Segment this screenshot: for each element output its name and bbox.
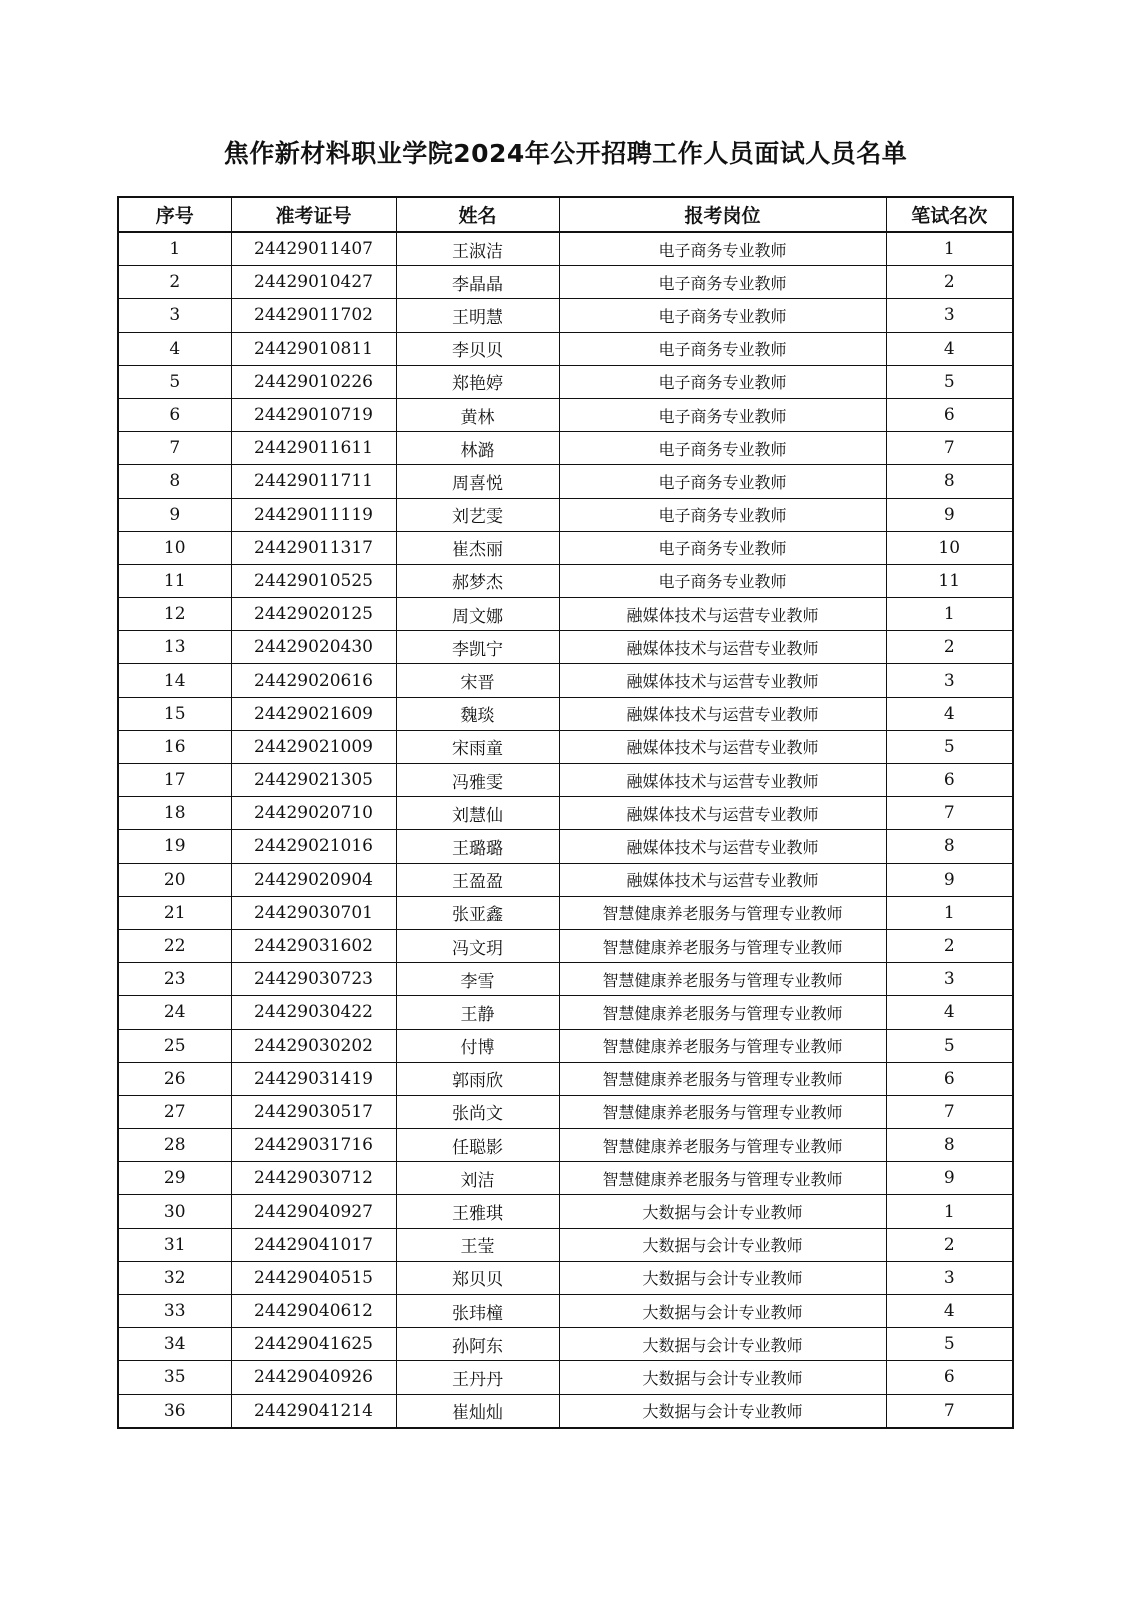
cell-name: 魏琰 (396, 697, 559, 730)
table-row (118, 398, 1013, 431)
cell-seq: 32 (118, 1261, 231, 1294)
cell-ticket-number: 24429040927 (231, 1195, 396, 1228)
table-row (118, 863, 1013, 896)
cell-name: 林潞 (396, 432, 559, 465)
cell-seq: 28 (118, 1129, 231, 1162)
cell-seq: 36 (118, 1394, 231, 1428)
cell-name: 任聪影 (396, 1129, 559, 1162)
cell-applied-post: 电子商务专业教师 (559, 465, 886, 498)
table-row (118, 232, 1013, 266)
cell-ticket-number: 24429010525 (231, 564, 396, 597)
cell-name: 周文娜 (396, 598, 559, 631)
table-row (118, 332, 1013, 365)
cell-name: 冯文玥 (396, 929, 559, 962)
table-row (118, 631, 1013, 664)
cell-ticket-number: 24429021305 (231, 764, 396, 797)
header-name: 姓名 (396, 197, 559, 232)
cell-ticket-number: 24429020430 (231, 631, 396, 664)
cell-ticket-number: 24429041214 (231, 1394, 396, 1428)
cell-applied-post: 大数据与会计专业教师 (559, 1195, 886, 1228)
cell-ticket-number: 24429041625 (231, 1328, 396, 1361)
cell-seq: 8 (118, 465, 231, 498)
cell-ticket-number: 24429040612 (231, 1295, 396, 1328)
cell-name: 刘洁 (396, 1162, 559, 1195)
cell-name: 李凯宁 (396, 631, 559, 664)
cell-written-rank: 7 (886, 1095, 1013, 1128)
table-row (118, 465, 1013, 498)
cell-applied-post: 大数据与会计专业教师 (559, 1328, 886, 1361)
cell-applied-post: 电子商务专业教师 (559, 432, 886, 465)
cell-applied-post: 智慧健康养老服务与管理专业教师 (559, 963, 886, 996)
cell-written-rank: 2 (886, 631, 1013, 664)
cell-ticket-number: 24429030701 (231, 896, 396, 929)
header-ticket-number: 准考证号 (231, 197, 396, 232)
header-applied-post: 报考岗位 (559, 197, 886, 232)
cell-applied-post: 融媒体技术与运营专业教师 (559, 631, 886, 664)
cell-seq: 1 (118, 232, 231, 266)
cell-applied-post: 智慧健康养老服务与管理专业教师 (559, 1162, 886, 1195)
cell-name: 刘艺雯 (396, 498, 559, 531)
cell-ticket-number: 24429011702 (231, 299, 396, 332)
cell-name: 王璐璐 (396, 830, 559, 863)
table-row (118, 266, 1013, 299)
cell-ticket-number: 24429010226 (231, 365, 396, 398)
cell-ticket-number: 24429011119 (231, 498, 396, 531)
cell-written-rank: 9 (886, 863, 1013, 896)
cell-name: 张玮橦 (396, 1295, 559, 1328)
cell-ticket-number: 24429040926 (231, 1361, 396, 1394)
table-row (118, 730, 1013, 763)
cell-name: 王盈盈 (396, 863, 559, 896)
cell-ticket-number: 24429030422 (231, 996, 396, 1029)
cell-ticket-number: 24429031419 (231, 1062, 396, 1095)
cell-name: 宋晋 (396, 664, 559, 697)
cell-written-rank: 5 (886, 730, 1013, 763)
cell-written-rank: 3 (886, 299, 1013, 332)
header-written-rank: 笔试名次 (886, 197, 1013, 232)
cell-applied-post: 电子商务专业教师 (559, 564, 886, 597)
cell-name: 王丹丹 (396, 1361, 559, 1394)
cell-name: 张亚鑫 (396, 896, 559, 929)
cell-written-rank: 11 (886, 564, 1013, 597)
cell-name: 郑贝贝 (396, 1261, 559, 1294)
table-row (118, 1195, 1013, 1228)
cell-applied-post: 智慧健康养老服务与管理专业教师 (559, 1095, 886, 1128)
cell-seq: 33 (118, 1295, 231, 1328)
cell-name: 李晶晶 (396, 266, 559, 299)
cell-ticket-number: 24429030202 (231, 1029, 396, 1062)
table-row (118, 432, 1013, 465)
table-row (118, 1394, 1013, 1428)
table-row (118, 1095, 1013, 1128)
cell-seq: 34 (118, 1328, 231, 1361)
table-row (118, 598, 1013, 631)
cell-written-rank: 6 (886, 1062, 1013, 1095)
cell-seq: 13 (118, 631, 231, 664)
cell-ticket-number: 24429021009 (231, 730, 396, 763)
cell-written-rank: 4 (886, 697, 1013, 730)
cell-ticket-number: 24429040515 (231, 1261, 396, 1294)
cell-seq: 4 (118, 332, 231, 365)
table-row (118, 664, 1013, 697)
cell-name: 郭雨欣 (396, 1062, 559, 1095)
cell-name: 崔杰丽 (396, 531, 559, 564)
table-row (118, 1361, 1013, 1394)
cell-ticket-number: 24429021016 (231, 830, 396, 863)
cell-written-rank: 5 (886, 1029, 1013, 1062)
cell-written-rank: 8 (886, 1129, 1013, 1162)
cell-written-rank: 4 (886, 1295, 1013, 1328)
cell-applied-post: 融媒体技术与运营专业教师 (559, 863, 886, 896)
cell-applied-post: 智慧健康养老服务与管理专业教师 (559, 1062, 886, 1095)
cell-seq: 16 (118, 730, 231, 763)
cell-ticket-number: 24429021609 (231, 697, 396, 730)
cell-written-rank: 3 (886, 664, 1013, 697)
table-row (118, 365, 1013, 398)
cell-name: 郝梦杰 (396, 564, 559, 597)
cell-written-rank: 6 (886, 398, 1013, 431)
cell-seq: 27 (118, 1095, 231, 1128)
cell-name: 张尚文 (396, 1095, 559, 1128)
cell-applied-post: 大数据与会计专业教师 (559, 1295, 886, 1328)
cell-name: 王淑洁 (396, 232, 559, 266)
cell-seq: 22 (118, 929, 231, 962)
cell-ticket-number: 24429031602 (231, 929, 396, 962)
cell-written-rank: 2 (886, 266, 1013, 299)
cell-written-rank: 9 (886, 498, 1013, 531)
cell-ticket-number: 24429020904 (231, 863, 396, 896)
cell-seq: 21 (118, 896, 231, 929)
cell-written-rank: 3 (886, 1261, 1013, 1294)
cell-ticket-number: 24429031716 (231, 1129, 396, 1162)
cell-applied-post: 融媒体技术与运营专业教师 (559, 697, 886, 730)
cell-name: 付博 (396, 1029, 559, 1062)
cell-applied-post: 融媒体技术与运营专业教师 (559, 830, 886, 863)
cell-applied-post: 大数据与会计专业教师 (559, 1228, 886, 1261)
cell-ticket-number: 24429011317 (231, 531, 396, 564)
cell-seq: 35 (118, 1361, 231, 1394)
table-row (118, 1261, 1013, 1294)
cell-written-rank: 2 (886, 1228, 1013, 1261)
cell-applied-post: 电子商务专业教师 (559, 498, 886, 531)
cell-name: 刘慧仙 (396, 797, 559, 830)
cell-written-rank: 3 (886, 963, 1013, 996)
table-row (118, 830, 1013, 863)
cell-written-rank: 6 (886, 764, 1013, 797)
cell-written-rank: 8 (886, 465, 1013, 498)
header-row (118, 197, 1013, 232)
cell-seq: 12 (118, 598, 231, 631)
cell-seq: 19 (118, 830, 231, 863)
table-row (118, 299, 1013, 332)
table-row (118, 929, 1013, 962)
cell-name: 王静 (396, 996, 559, 1029)
cell-seq: 2 (118, 266, 231, 299)
cell-applied-post: 智慧健康养老服务与管理专业教师 (559, 1029, 886, 1062)
cell-name: 孙阿东 (396, 1328, 559, 1361)
cell-applied-post: 电子商务专业教师 (559, 299, 886, 332)
cell-applied-post: 电子商务专业教师 (559, 332, 886, 365)
cell-ticket-number: 24429011711 (231, 465, 396, 498)
table-row (118, 764, 1013, 797)
cell-ticket-number: 24429041017 (231, 1228, 396, 1261)
cell-written-rank: 1 (886, 232, 1013, 266)
table-row (118, 1029, 1013, 1062)
cell-name: 王雅琪 (396, 1195, 559, 1228)
cell-written-rank: 4 (886, 332, 1013, 365)
cell-written-rank: 1 (886, 1195, 1013, 1228)
cell-applied-post: 智慧健康养老服务与管理专业教师 (559, 1129, 886, 1162)
cell-applied-post: 融媒体技术与运营专业教师 (559, 598, 886, 631)
cell-seq: 20 (118, 863, 231, 896)
cell-seq: 23 (118, 963, 231, 996)
table-row (118, 531, 1013, 564)
cell-seq: 30 (118, 1195, 231, 1228)
cell-written-rank: 7 (886, 1394, 1013, 1428)
cell-ticket-number: 24429020616 (231, 664, 396, 697)
cell-seq: 6 (118, 398, 231, 431)
cell-ticket-number: 24429020125 (231, 598, 396, 631)
table-row (118, 1162, 1013, 1195)
cell-written-rank: 2 (886, 929, 1013, 962)
cell-written-rank: 4 (886, 996, 1013, 1029)
cell-applied-post: 融媒体技术与运营专业教师 (559, 664, 886, 697)
cell-seq: 29 (118, 1162, 231, 1195)
roster-body (118, 232, 1013, 1428)
table-row (118, 1295, 1013, 1328)
cell-ticket-number: 24429011407 (231, 232, 396, 266)
cell-ticket-number: 24429030517 (231, 1095, 396, 1128)
cell-applied-post: 智慧健康养老服务与管理专业教师 (559, 996, 886, 1029)
cell-name: 李贝贝 (396, 332, 559, 365)
cell-applied-post: 智慧健康养老服务与管理专业教师 (559, 929, 886, 962)
cell-applied-post: 融媒体技术与运营专业教师 (559, 797, 886, 830)
table-row (118, 697, 1013, 730)
cell-applied-post: 电子商务专业教师 (559, 232, 886, 266)
cell-name: 宋雨童 (396, 730, 559, 763)
header-seq: 序号 (118, 197, 231, 232)
table-row (118, 1062, 1013, 1095)
cell-seq: 24 (118, 996, 231, 1029)
cell-name: 黄林 (396, 398, 559, 431)
cell-written-rank: 6 (886, 1361, 1013, 1394)
cell-seq: 14 (118, 664, 231, 697)
cell-applied-post: 融媒体技术与运营专业教师 (559, 764, 886, 797)
cell-ticket-number: 24429030712 (231, 1162, 396, 1195)
cell-seq: 31 (118, 1228, 231, 1261)
cell-written-rank: 7 (886, 432, 1013, 465)
document-title: 焦作新材料职业学院2024年公开招聘工作人员面试人员名单 (223, 139, 908, 168)
cell-applied-post: 电子商务专业教师 (559, 531, 886, 564)
cell-seq: 9 (118, 498, 231, 531)
cell-written-rank: 1 (886, 598, 1013, 631)
cell-name: 冯雅雯 (396, 764, 559, 797)
table-row (118, 963, 1013, 996)
cell-seq: 15 (118, 697, 231, 730)
cell-seq: 25 (118, 1029, 231, 1062)
cell-ticket-number: 24429011611 (231, 432, 396, 465)
cell-seq: 10 (118, 531, 231, 564)
cell-seq: 5 (118, 365, 231, 398)
cell-seq: 11 (118, 564, 231, 597)
cell-name: 李雪 (396, 963, 559, 996)
table-row (118, 498, 1013, 531)
cell-seq: 3 (118, 299, 231, 332)
cell-applied-post: 大数据与会计专业教师 (559, 1361, 886, 1394)
cell-written-rank: 5 (886, 1328, 1013, 1361)
cell-applied-post: 电子商务专业教师 (559, 365, 886, 398)
cell-written-rank: 8 (886, 830, 1013, 863)
cell-written-rank: 7 (886, 797, 1013, 830)
table-row (118, 1228, 1013, 1261)
table-row (118, 896, 1013, 929)
cell-ticket-number: 24429030723 (231, 963, 396, 996)
cell-name: 崔灿灿 (396, 1394, 559, 1428)
table-row (118, 797, 1013, 830)
cell-seq: 26 (118, 1062, 231, 1095)
cell-applied-post: 智慧健康养老服务与管理专业教师 (559, 896, 886, 929)
table-row (118, 1129, 1013, 1162)
cell-applied-post: 电子商务专业教师 (559, 266, 886, 299)
cell-name: 郑艳婷 (396, 365, 559, 398)
table-row (118, 996, 1013, 1029)
cell-ticket-number: 24429010811 (231, 332, 396, 365)
cell-applied-post: 大数据与会计专业教师 (559, 1394, 886, 1428)
cell-name: 王莹 (396, 1228, 559, 1261)
cell-written-rank: 5 (886, 365, 1013, 398)
cell-ticket-number: 24429010427 (231, 266, 396, 299)
cell-applied-post: 大数据与会计专业教师 (559, 1261, 886, 1294)
cell-written-rank: 9 (886, 1162, 1013, 1195)
cell-seq: 7 (118, 432, 231, 465)
table-row (118, 1328, 1013, 1361)
cell-seq: 18 (118, 797, 231, 830)
interview-roster-table (117, 196, 1014, 1429)
cell-written-rank: 10 (886, 531, 1013, 564)
table-row (118, 564, 1013, 597)
cell-applied-post: 电子商务专业教师 (559, 398, 886, 431)
cell-ticket-number: 24429020710 (231, 797, 396, 830)
cell-written-rank: 1 (886, 896, 1013, 929)
cell-name: 周喜悦 (396, 465, 559, 498)
cell-seq: 17 (118, 764, 231, 797)
cell-applied-post: 融媒体技术与运营专业教师 (559, 730, 886, 763)
cell-name: 王明慧 (396, 299, 559, 332)
cell-ticket-number: 24429010719 (231, 398, 396, 431)
